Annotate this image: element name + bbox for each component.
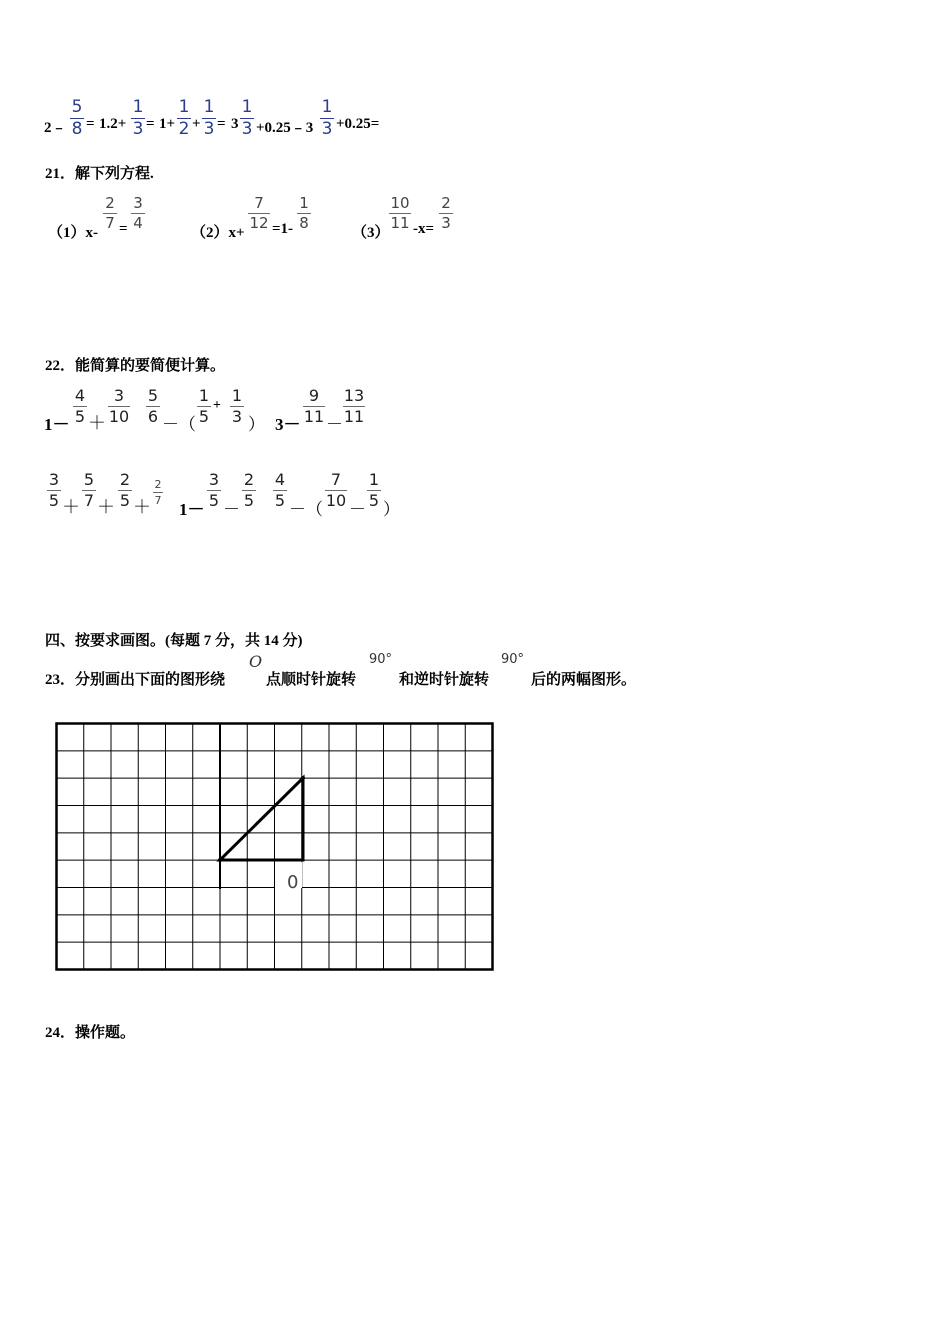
expr3-prefix: 1+ [159, 116, 176, 132]
expr5-suffix: +0.25= [336, 116, 380, 132]
eq3-equals: -x= [413, 221, 435, 237]
q24-title: 24．操作题。 [45, 1025, 136, 1041]
expr4-prefix: 3 [231, 116, 239, 132]
eq2-equals: =1- [272, 221, 294, 237]
fraction: 3 10 [108, 386, 130, 426]
fraction: 1 3 [132, 97, 144, 139]
grid-lines [57, 724, 493, 970]
expr2-equals: = [146, 116, 155, 132]
fraction: 2 7 [154, 478, 162, 507]
point-o-label: O [249, 652, 263, 671]
eq1-label: （1）x- [48, 225, 98, 241]
degree-90: 90° [369, 652, 393, 667]
right-triangle [220, 778, 303, 860]
fraction: 5 8 [71, 97, 83, 139]
eq2-label: （2）x+ [191, 225, 245, 241]
fraction: 1 8 [297, 196, 311, 231]
fraction: 1 2 [178, 97, 190, 139]
r1c-op: － [326, 415, 343, 434]
degree-90: 90° [501, 652, 525, 667]
r1b-close: ） [248, 415, 265, 434]
r1a-prefix: 1－ [44, 415, 70, 434]
vertex-dot [301, 776, 305, 780]
fraction: 7 12 [249, 194, 269, 232]
fraction: 2 5 [119, 470, 131, 510]
q23-text-4: 后的两幅图形。 [531, 672, 637, 688]
fraction: 3 5 [48, 470, 60, 510]
r2c-close: ） [383, 500, 400, 519]
r1c-prefix: 3－ [275, 415, 301, 434]
fraction: 3 5 [208, 470, 220, 510]
fraction: 1 5 [198, 386, 210, 426]
q23-text-3: 和逆时针旋转 [399, 672, 490, 688]
q22-title: 22．能简算的要简便计算。 [45, 358, 226, 374]
r1b-op: －（ [162, 415, 196, 434]
fraction: 13 11 [343, 386, 365, 426]
eq3-label: （3） [352, 225, 390, 241]
r2b-prefix: 1－ [179, 500, 205, 519]
q21-title: 21．解下列方程. [45, 166, 154, 182]
q23-text-2: 点顺时针旋转 [266, 672, 357, 688]
expr3-plus: + [192, 116, 201, 132]
fraction: 5 6 [147, 386, 159, 426]
fraction: 10 11 [390, 194, 410, 232]
fraction: 2 7 [103, 196, 117, 231]
fraction: 2 5 [243, 470, 255, 510]
r2c-op2: － [349, 500, 366, 519]
fraction: 4 5 [274, 470, 286, 510]
point-o-marker: 0 [287, 872, 299, 893]
r2a-op1: ＋ [62, 497, 80, 517]
fraction: 5 7 [83, 470, 95, 510]
r2c-op: －（ [289, 500, 323, 519]
r2a-op2: ＋ [97, 497, 115, 517]
fraction: 9 11 [303, 386, 325, 426]
fraction: 3 4 [131, 196, 145, 231]
rotation-grid [52, 719, 498, 975]
fraction: 1 3 [231, 386, 243, 426]
expr2-prefix: 1.2+ [99, 116, 127, 132]
fraction: 1 3 [241, 97, 253, 139]
fraction: 7 10 [325, 470, 347, 510]
q23-text-1: 23．分别画出下面的图形绕 [45, 672, 226, 688]
fraction: 2 3 [439, 196, 453, 231]
eq1-equals: = [119, 221, 128, 237]
fraction: 1 5 [368, 470, 380, 510]
fraction: 1 3 [203, 97, 215, 139]
expr1-equals: = [86, 116, 95, 132]
vertex-dot [218, 858, 222, 862]
expr4-suffix: +0.25﹣3 [256, 120, 314, 136]
section-4-title: 四、按要求画图。(每题 7 分，共 14 分) [45, 633, 303, 649]
r2b-op: － [223, 500, 240, 519]
expr1-prefix: 2﹣ [44, 120, 67, 136]
fraction: 1 3 [321, 97, 333, 139]
r1b-plus: + [213, 398, 221, 413]
r1a-op: ＋ [88, 413, 106, 433]
fraction: 4 5 [74, 386, 86, 426]
expr3-equals: = [217, 116, 226, 132]
r2a-op3: ＋ [133, 497, 151, 517]
